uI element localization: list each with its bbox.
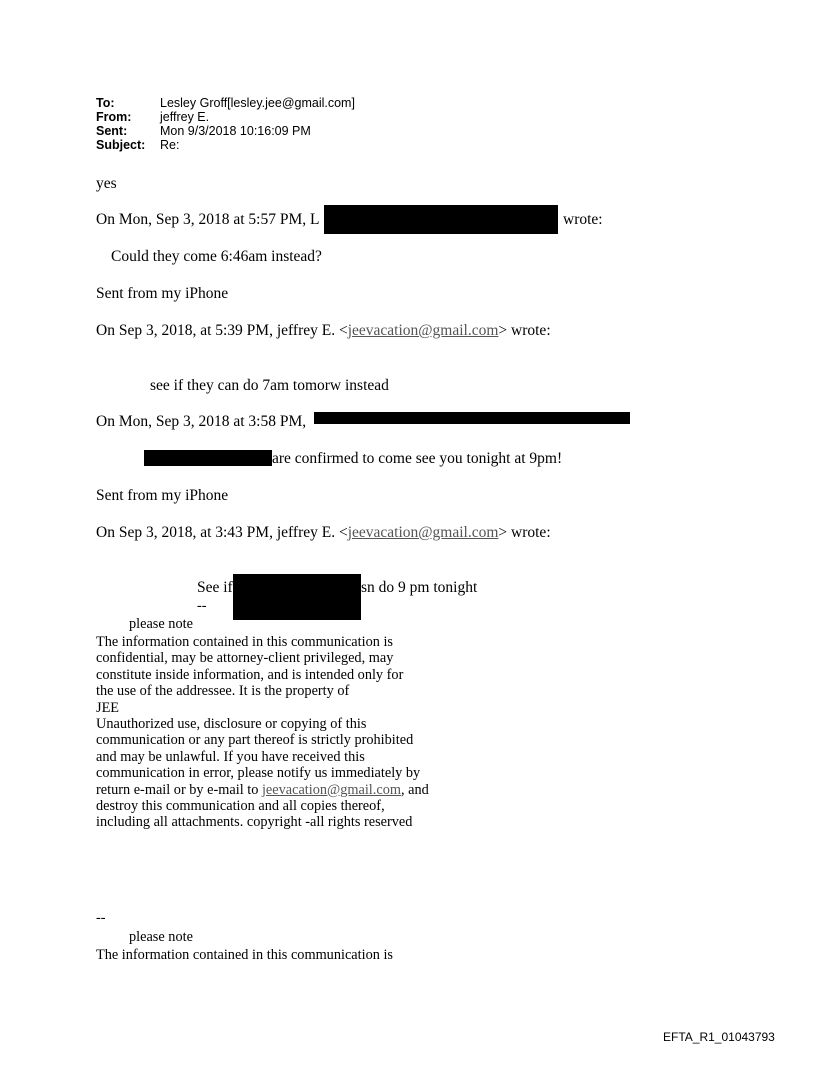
disclaimer-line: constitute inside information, and is intended only for	[96, 666, 404, 683]
signature-dashes: --	[96, 910, 106, 926]
to-label: To:	[96, 96, 115, 110]
disclaimer-line: confidential, may be attorney-client privileged, may	[96, 650, 394, 667]
please-note: please note	[129, 929, 193, 945]
sent-value: Mon 9/3/2018 10:16:09 PM	[160, 124, 311, 138]
disclaimer-line: destroy this communication and all copies thereof,	[96, 798, 385, 815]
redaction-box	[144, 450, 272, 466]
subject-label: Subject:	[96, 138, 146, 152]
redaction-box	[233, 574, 361, 620]
quote-header-4: On Sep 3, 2018, at 3:43 PM, jeffrey E. <jeevacation@gmail.com> wrote:	[96, 524, 551, 541]
quote-header-3: On Mon, Sep 3, 2018 at 3:58 PM,	[96, 413, 307, 430]
quoted-message-4b: sn do 9 pm tonight	[361, 579, 478, 596]
sent-from-iphone-2: Sent from my iPhone	[96, 487, 229, 504]
email-link[interactable]: jeevacation@gmail.com	[347, 524, 499, 541]
quoted-message-4a: See if	[197, 579, 233, 596]
disclaimer-line: and may be unlawful. If you have received this	[96, 748, 365, 765]
disclaimer-line: the use of the addressee. It is the property of	[96, 683, 350, 700]
signature-dashes: --	[197, 598, 207, 614]
quote-header-1-suffix: wrote:	[563, 211, 603, 228]
quoted-message-1: Could they come 6:46am instead?	[111, 248, 322, 265]
from-label: From:	[96, 110, 132, 124]
redaction-box	[324, 205, 558, 234]
disclaimer	[96, 634, 429, 831]
from-value: jeffrey E.	[160, 110, 210, 124]
email-link[interactable]: jeevacation@gmail.com	[347, 322, 499, 339]
disclaimer-line: Unauthorized use, disclosure or copying of this	[96, 716, 367, 733]
quote-header-2: On Sep 3, 2018, at 5:39 PM, jeffrey E. <jeevacation@gmail.com> wrote:	[96, 322, 551, 339]
redaction-box	[314, 412, 630, 424]
disclaimer-line: The information contained in this communication is	[96, 947, 393, 963]
to-value: Lesley Groff[lesley.jee@gmail.com]	[160, 96, 355, 110]
disclaimer-line: including all attachments. copyright -all rights reserved	[96, 814, 413, 831]
email-link[interactable]: jeevacation@gmail.com	[261, 781, 401, 798]
reply-text: yes	[96, 175, 117, 192]
please-note: please note	[129, 616, 193, 632]
disclaimer-line: JEE	[96, 699, 120, 716]
quoted-message-3: are confirmed to come see you tonight at 9pm!	[272, 450, 563, 467]
sent-label: Sent:	[96, 124, 128, 138]
sent-from-iphone-1: Sent from my iPhone	[96, 285, 229, 302]
disclaimer-line: The information contained in this communication is	[96, 634, 393, 650]
subject-value: Re:	[160, 138, 180, 152]
disclaimer-line: return e-mail or by e-mail to jeevacation@gmail.com, and	[96, 781, 429, 798]
quote-header-1: On Mon, Sep 3, 2018 at 5:57 PM, L	[96, 211, 320, 228]
quoted-message-2: see if they can do 7am tomorw instead	[150, 377, 389, 394]
bates-number: EFTA_R1_01043793	[663, 1030, 775, 1044]
disclaimer-line: communication or any part thereof is strictly prohibited	[96, 732, 414, 749]
disclaimer-line: communication in error, please notify us immediately by	[96, 765, 421, 782]
